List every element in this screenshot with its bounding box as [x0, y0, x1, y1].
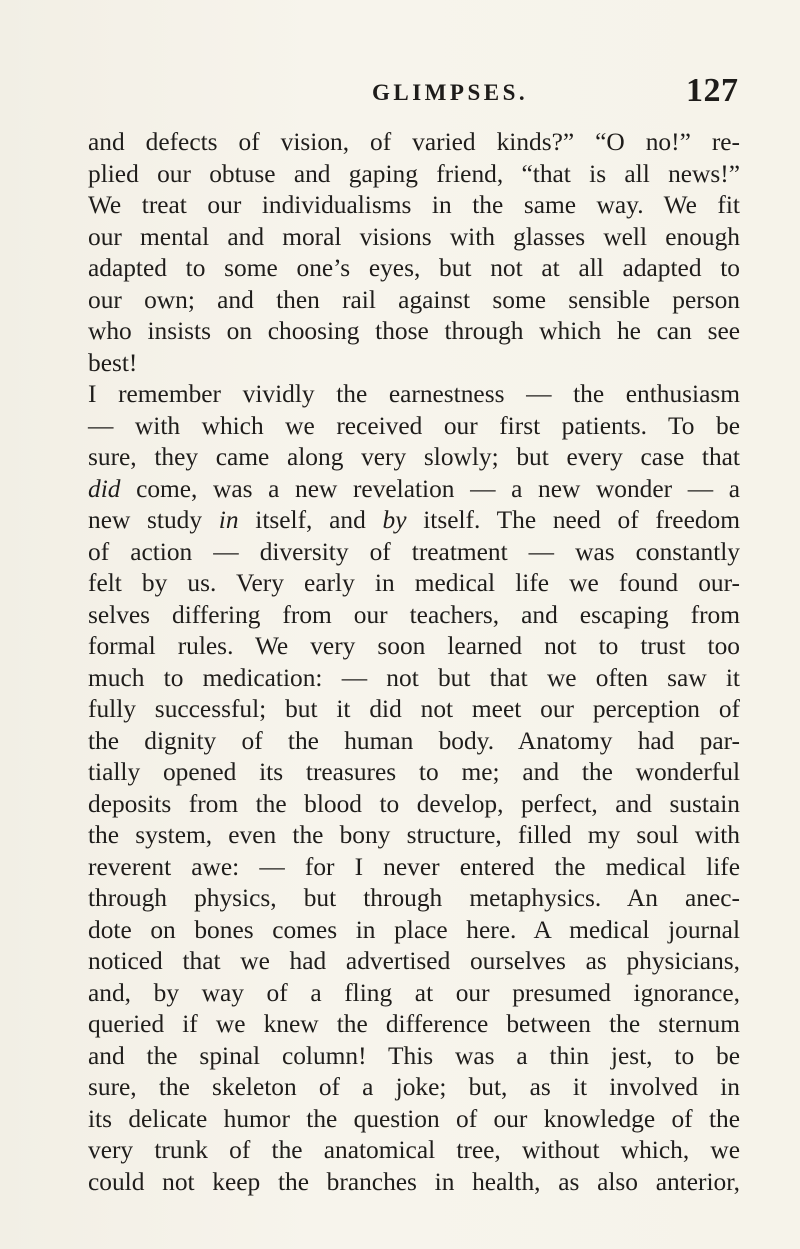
text-line: best! [88, 348, 138, 377]
text-run: itself. The need of freedom [406, 506, 740, 534]
text-line: could not keep the branches in health, as also anterior, [88, 1167, 740, 1196]
text-run: itself, and [238, 506, 383, 534]
text-line: dote on bones comes in place here. A medical journal [88, 915, 740, 944]
text-line: formal rules. We very soon learned not to trust too [88, 632, 740, 660]
text-line: our mental and moral visions with glasses well enough [88, 222, 740, 251]
italic-word: in [218, 506, 239, 534]
text-line: our own; and then rail against some sensible person [88, 285, 740, 314]
text-run: new study [88, 506, 219, 534]
text-line: adapted to some one’s eyes, but not at all adapted to [88, 254, 740, 282]
text-line: the dignity of the human body. Anatomy had par- [88, 726, 740, 755]
text-line: We treat our individualisms in the same way. We fit [88, 191, 740, 219]
page-number: 127 [686, 72, 739, 109]
text-line: who insists on choosing those through which he can see [88, 317, 740, 345]
text-line: sure, the skeleton of a joke; but, as it involved in [88, 1073, 740, 1101]
text-line: fully successful; but it did not meet our perception of [88, 695, 740, 723]
text-line: of action — diversity of treatment — was constantly [88, 537, 740, 566]
text-line: queried if we knew the difference between the sternum [88, 1010, 740, 1038]
text-line: and, by way of a fling at our presumed ignorance, [88, 978, 740, 1007]
text-line [88, 505, 740, 537]
text-line: through physics, but through metaphysics. An anec- [88, 884, 740, 912]
text-line: sure, they came along very slowly; but every case that [88, 443, 740, 471]
text-line: noticed that we had advertised ourselves as physicians, [88, 947, 740, 975]
text-line: and defects of vision, of varied kinds?” “O no!” re- [88, 128, 740, 156]
text-line: and the spinal column! This was a thin jest, to be [88, 1041, 740, 1070]
text-line [88, 474, 740, 506]
italic-word: did [88, 474, 121, 503]
text-run: come, was a new revelation — a new wonder — a [120, 474, 740, 503]
text-line: felt by us. Very early in medical life we found our- [88, 569, 740, 597]
text-line: deposits from the blood to develop, perfect, and sustain [88, 789, 740, 818]
text-line: reverent awe: — for I never entered the medical life [88, 852, 740, 881]
text-line: plied our obtuse and gaping friend, “that is all news!” [88, 159, 740, 188]
text-line: selves differing from our teachers, and escaping from [88, 600, 740, 629]
text-line: — with which we received our first patients. To be [88, 411, 740, 440]
text-line: the system, even the bony structure, filled my soul with [88, 821, 740, 849]
text-line: I remember vividly the earnestness — the enthusiasm [88, 380, 740, 408]
page-header [0, 72, 800, 116]
running-head: GLIMPSES. [372, 80, 529, 105]
text-line: very trunk of the anatomical tree, without which, we [88, 1136, 740, 1164]
text-line: much to medication: — not but that we often saw it [88, 663, 740, 692]
text-line: tially opened its treasures to me; and the wonderful [88, 758, 740, 786]
italic-word: by [382, 506, 407, 534]
text-line: its delicate humor the question of our knowledge of the [88, 1104, 740, 1133]
body-text [88, 127, 740, 1198]
